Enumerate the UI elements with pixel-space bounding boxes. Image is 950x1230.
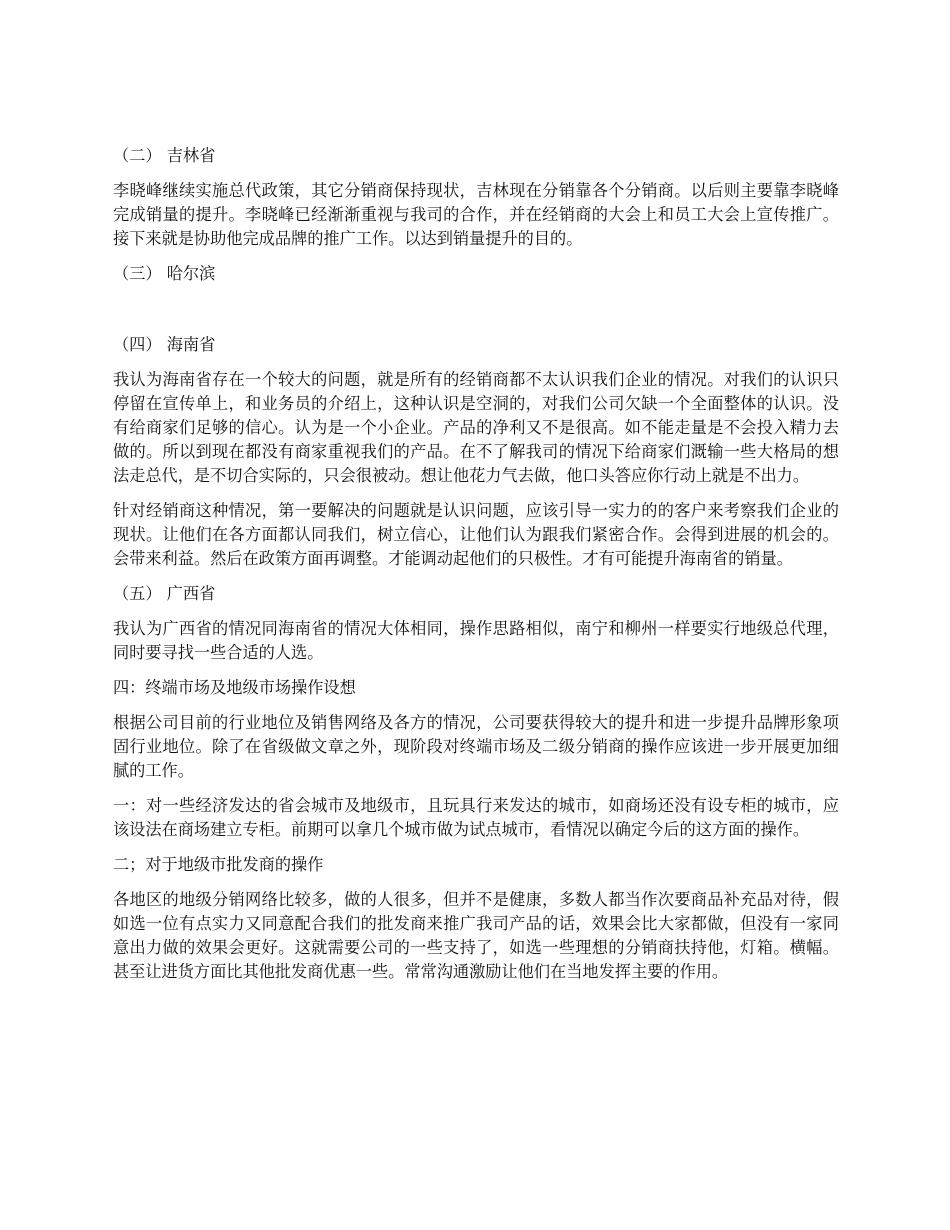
paragraph-guangxi: 我认为广西省的情况同海南省的情况大体相同，操作思路相似，南宁和柳州一样要实行地级总代理，同时要寻找一些合适的人选。 — [113, 619, 839, 662]
paragraph-hainan-problem: 我认为海南省存在一个较大的问题，就是所有的经销商都不太认识我们企业的情况。对我们的认识只停留在宣传单上，和业务员的介绍上，这种认识是空洞的，对我们公司欠缺一个全面整体的认识。没有给商家们足够的信心。认为是一个小企业。产品的净利又不是很高。如不能走量是不会投入精力去做的。所以到现在都没有商家重视我们的产品。在不了解我司的情况下给商家们溉输一些大格局的想法走总代，是不切合实际的，只会很被动。想让他花力气去做，他口头答应你行动上就是不出力。 — [113, 370, 839, 485]
document-body — [113, 144, 839, 995]
paragraph-hainan-solution: 针对经销商这种情况，第一要解决的问题就是认识问题，应该引导一实力的的客户来考察我们企业的现状。让他们在各方面都认同我们，树立信心，让他们认为跟我们紧密合作。会得到进展的机会的。会带来利益。然后在政策方面再调整。才能调动起他们的只极性。才有可能提升海南省的销量。 — [113, 501, 839, 568]
section-heading-terminal-market: 四：终端市场及地级市场操作设想 — [113, 678, 356, 697]
paragraph-terminal-market-point-one: 一：对一些经济发达的省会城市及地级市，且玩具行来发达的城市，如商场还没有设专柜的城市，应该设法在商场建立专柜。前期可以拿几个城市做为试点城市，看情况以确定今后的这方面的操作。 — [113, 796, 839, 839]
section-heading-guangxi: （五） 广西省 — [113, 584, 216, 603]
section-heading-harbin: （三） 哈尔滨 — [113, 264, 216, 283]
section-heading-jilin: （二） 吉林省 — [113, 146, 216, 165]
paragraph-jilin: 李晓峰继续实施总代政策，其它分销商保持现状，吉林现在分销靠各个分销商。以后则主要靠李晓峰完成销量的提升。李晓峰已经渐渐重视与我司的合作，并在经销商的大会上和员工大会上宣传推广。接下来就是协助他完成品牌的推广工作。以达到销量提升的目的。 — [113, 181, 839, 248]
section-heading-hainan: （四） 海南省 — [113, 335, 216, 354]
paragraph-terminal-market-intro: 根据公司目前的行业地位及销售网络及各方的情况，公司要获得较大的提升和进一步提升品牌形象项固行业地位。除了在省级做文章之外，现阶段对终端市场及二级分销商的操作应该进一步开展更加细腻的工作。 — [113, 713, 839, 780]
paragraph-wholesaler: 各地区的地级分销网络比较多，做的人很多，但并不是健康，多数人都当作次要商品补充品对待，假如选一位有点实力又同意配合我们的批发商来推广我司产品的话，效果会比大家都做，但没有一家同意出力做的效果会更好。这就需要公司的一些支持了，如选一些理想的分销商扶持他，灯箱。横幅。甚至让进货方面比其他批发商优惠一些。常常沟通激励让他们在当地发挥主要的作用。 — [113, 890, 839, 981]
empty-section-gap — [113, 297, 839, 333]
section-heading-wholesaler: 二；对于地级市批发商的操作 — [113, 855, 324, 874]
